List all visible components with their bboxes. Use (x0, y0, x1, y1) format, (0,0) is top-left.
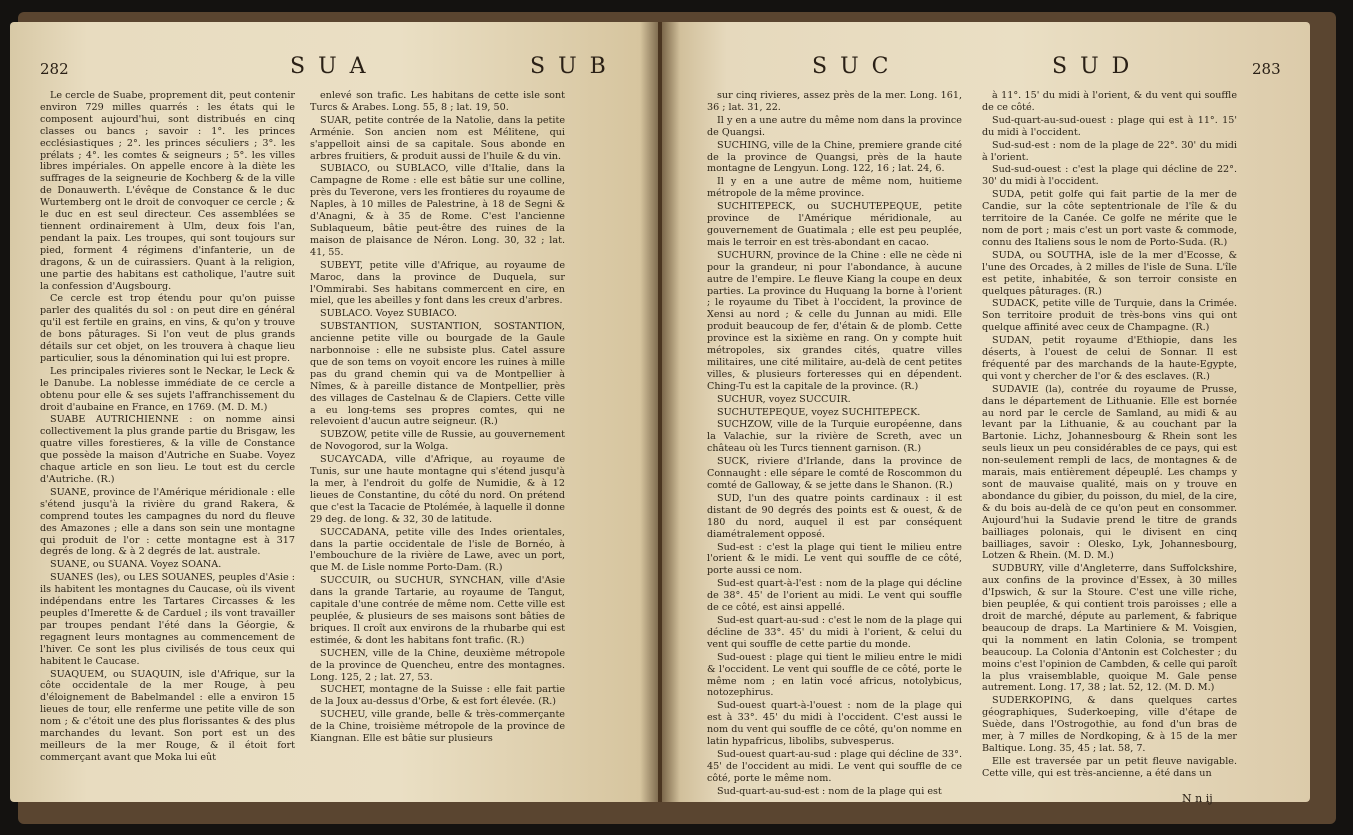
entry-paragraph: sur cinq rivieres, assez près de la mer. Long. 161, 36 ; lat. 31, 22. (707, 90, 962, 113)
entry-paragraph: SUCCADANA, petite ville des Indes orientales, dans la partie occidentale de l'isle de Bornéo, à l'embouchure de la rivière de Lawe, avec un port, que M. de Lisle nomme Porto-Dam. (R.) (310, 526, 565, 574)
entry-paragraph: Sud-est quart-au-sud : c'est le nom de la plage qui décline de 33°. 45' du midi à l'orient, & celui du vent qui souffle de cette partie du monde. (707, 614, 962, 650)
entry-paragraph: SUDAN, petit royaume d'Ethiopie, dans les déserts, à l'ouest de celui de Sonnar. Il est fréquenté par des marchands de la haute-Egypte, qui vont y chercher de l'or & des esclaves. (R.) (982, 335, 1237, 382)
entry-paragraph: SUAR, petite contrée de la Natolie, dans la petite Arménie. Son ancien nom est Mélitene, qui s'appelloit ainsi de sa capitale. Sous abonde en arbres fruitiers, & produit aussi de l'huile & du vin. (310, 114, 565, 162)
entry-paragraph: SUCHEN, ville de la Chine, deuxième métropole de la province de Quencheu, entre des montagnes. Long. 125, 2 ; lat. 27, 53. (310, 647, 565, 683)
entry-paragraph: SUCHEU, ville grande, belle & très-commerçante de la Chine, troisième métropole de la province de Kiangnan. Elle est bâtie sur plusieurs (310, 709, 565, 745)
entry-paragraph: Sud-quart-au-sud-ouest : plage qui est à 11°. 15' du midi à l'occident. (982, 114, 1237, 138)
entry-paragraph: SUDA, petit golfe qui fait partie de la mer de Candie, sur la côte septentrionale de l'île & du territoire de la Canée. Ce golfe ne mérite que le nom de port ; mais c'est un port vaste & commode, connu des Italiens sous le nom de Porto-Suda. (R.) (982, 189, 1237, 248)
entry-paragraph: SUCHUTEPEQUE, voyez SUCHITEPECK. (717, 406, 921, 418)
entry-paragraph: SUCAYCADA, ville d'Afrique, au royaume de Tunis, sur une haute montagne qui s'étend jusqu'à la mer, à l'endroit du golfe de Numidie, & à 12 lieues de Constantine, du côté du nord. On prétend que c'est la Tacacie de Ptolémée, à laquelle il donne 29 deg. de long. & 32, 30 de latitude. (310, 454, 565, 525)
entry-paragraph: Sud-ouest : plage qui tient le milieu entre le midi & l'occident. Le vent qui souffle de ce côté, porte le même nom ; en latin vocé africus, notolybicus, notozephirus. (707, 651, 962, 699)
entry-paragraph: SUABE AUTRICHIENNE : on nomme ainsi collectivement la plus grande partie du Brisgaw, les quatre villes forestieres, & la ville de Constance que possède la maison d'Autriche en Suabe. Voyez chaque article en son lieu. Le tout est du cercle d'Autriche. (R.) (40, 414, 295, 485)
entry-paragraph: SUANE, province de l'Amérique méridionale : elle s'étend jusqu'à la rivière du grand Rakera, & comprend toutes les campagnes du nord du fleuve des Amazones ; elle a dans son sein une montagne qui produit de l'or : cette montagne est à 317 degrés de long. & à 2 degrés de lat. australe. (40, 486, 295, 558)
page-number-left: 282 (40, 60, 69, 78)
entry-paragraph: SUCK, riviere d'Irlande, dans la province de Connaught : elle sépare le comté de Roscommon du comté de Galloway, & se jette dans le Shanon. (R.) (707, 456, 962, 491)
entry-paragraph: SUANE, ou SUANA. Voyez SOANA. (50, 559, 222, 571)
entry-paragraph: SUBIACO, ou SUBLACO, ville d'Italie, dans la Campagne de Rome : elle est bâtie sur une colline, près du Teverone, vers les frontieres du royaume de Naples, à 10 milles de Palestrine, à 18 de Segni & d'Anagni, & à 35 de Rome. C'est l'ancienne Sublaqueum, bâtie peut-être des ruines de la maison de plaisance de Néron. Long. 30, 32 ; lat. 41, 55. (310, 163, 565, 258)
entry-paragraph: SUCHITEPECK, ou SUCHUTEPEQUE, petite province de l'Amérique méridionale, au gouvernement de Guatimala ; elle est peu peuplée, mais le terroir en est très-abondant en cacao. (707, 201, 962, 248)
running-head-left-1: S U A (290, 54, 369, 79)
entry-paragraph: SUBSTANTION, SUSTANTION, SOSTANTION, ancienne petite ville ou bourgade de la Gaule narbonnoise : elle ne subsiste plus. Catel assure que de son tems on voyoit encore les ruines à mille pas du grand chemin qui va de Montpellier à Nîmes, & à pareille distance de Montpellier, près des villages de Castelnau & de Clapiers. Cette ville a eu long-tems ses propres comtes, qui ne relevoient d'aucun autre seigneur. (R.) (310, 321, 565, 428)
right-column-1 (707, 90, 962, 797)
entry-paragraph: enlevé son trafic. Les habitans de cette isle sont Turcs & Arabes. Long. 55, 8 ; lat. 19, 50. (310, 90, 565, 113)
entry-paragraph: Sud-ouest quart-à-l'ouest : nom de la plage qui est à 33°. 45' du midi à l'occident. C'est aussi le nom du vent qui souffle de ce côté, qu'on nomme en latin hypafricus, libolibs, subvesperus. (707, 700, 962, 748)
left-page (10, 22, 658, 802)
entry-paragraph: Elle est traversée par un petit fleuve navigable. Cette ville, qui est très-ancienne, a été dans un (982, 755, 1237, 779)
entry-paragraph: SUBEYT, petite ville d'Afrique, au royaume de Maroc, dans la province de Duquela, sur l'Ommirabi. Ses habitans commercent en cire, en miel, que les abeilles y font dans les creux d'arbres. (310, 259, 565, 307)
entry-paragraph: Sud-est quart-à-l'est : nom de la plage qui décline de 38°. 45' de l'orient au midi. Le vent qui souffle de ce côté, est ainsi appellé. (707, 578, 962, 614)
right-page (662, 22, 1310, 805)
entry-paragraph: SUCHING, ville de la Chine, premiere grande cité de la province de Quangsi, près de la haute montagne de Lengyun. Long. 122, 16 ; lat. 24, 6. (707, 139, 962, 175)
entry-paragraph: SUCHET, montagne de la Suisse : elle fait partie de la Joux au-dessus d'Orbe, & est fort élevée. (R.) (310, 684, 565, 708)
entry-paragraph: Sud-sud-ouest : c'est la plage qui décline de 22°. 30' du midi à l'occident. (982, 164, 1237, 188)
entry-paragraph: SUDA, ou SOUTHA, isle de la mer d'Ecosse, & l'une des Orcades, à 2 milles de l'isle de Suna. L'île est petite, inhabitée, & son terroir consiste en quelques pâturages. (R.) (982, 249, 1237, 297)
right-column-2 (982, 90, 1237, 790)
page-number-right: 283 (1252, 60, 1281, 78)
entry-paragraph: SUCHUR, voyez SUCCUIR. (717, 393, 851, 405)
entry-paragraph: Les principales rivieres sont le Neckar, le Leck & le Danube. La noblesse immédiate de ce cercle a obtenu pour elle & ses sujets l'affranchissement du droit d'aubaine en France, en 1769. (M. D. M.) (40, 365, 295, 413)
entry-paragraph: Sud-ouest quart-au-sud : plage qui décline de 33°. 45' de l'occident au midi. Le vent qui souffle de ce côté, porte le même nom. (707, 748, 962, 784)
entry-paragraph: SUD, l'un des quatre points cardinaux : il est distant de 90 degrés des points est & ouest, & de 180 du nord, auquel il est par conséquent diamétralement opposé. (707, 492, 962, 540)
entry-paragraph: SUDACK, petite ville de Turquie, dans la Crimée. Son territoire produit de très-bons vins qui ont quelque affinité avec ceux de Champagne. (R.) (982, 298, 1237, 334)
entry-paragraph: SUCHZOW, ville de la Turquie européenne, dans la Valachie, sur la rivière de Screth, avec un château où les Turcs tiennent garnison. (R.) (707, 419, 962, 455)
entry-paragraph: SUBLACO. Voyez SUBIACO. (320, 308, 457, 320)
signature-mark: N n ij (1182, 792, 1213, 805)
entry-paragraph: SUAQUEM, ou SUAQUIN, isle d'Afrique, sur la côte occidentale de la mer Rouge, à peu d'éloignement de Babelmandel : elle a environ 15 lieues de tour, elle renferme une petite ville de son nom ; & c'étoit une des plus florissantes & des plus marchandes du levant. Son port est un des meilleurs de la mer Rouge, & il étoit fort commerçant avant que Moka lui eût (40, 668, 295, 763)
entry-paragraph: SUCHURN, province de la Chine : elle ne cède ni pour la grandeur, ni pour l'abondance, à aucune autre de l'empire. Le fleuve Kiang la coupe en deux parties. La province du Huquang la borne à l'orient ; le royaume du Tibet à l'occident, la province de Xensi au nord ; & celle du Junnan au midi. Elle produit beaucoup de fer, d'étain & de plomb. Cette province est la sixième en rang. On y compte huit métropoles, six grandes cités, quatre villes militaires, une cité militaire, au-delà de cent petites villes, & plusieurs forteresses qui en dépendent. Ching-Tu est la capitale de la province. (R.) (707, 249, 962, 392)
running-head-right-1: S U C (812, 54, 892, 79)
entry-paragraph: SUDAVIE (la), contrée du royaume de Prusse, dans le département de Lithuanie. Elle est bornée au nord par le cercle de Samland, au midi & au levant par la Lithuanie, & au couchant par la Bartonie. Lichz, Johannesbourg & Rhein sont les seuls lieux un peu considérables de ce pays, qui est non-seulement rempli de lacs, de montagnes & de marais, mais entièrement dépeuplé. Les champs y sont de mauvaise qualité, mais on y trouve en abondance du gibier, du poisson, du miel, de la cire, & du bois au-delà de ce qu'on peut en consommer. Aujourd'hui la Sudavie prend le titre de grands bailliages polonais, qui le divisent en cinq bailliages, savoir : Olesko, Lyk, Johannesbourg, Lotzen & Rhein. (M. D. M.) (982, 383, 1237, 562)
entry-paragraph: Sud-est : c'est la plage qui tient le milieu entre l'orient & le midi. Le vent qui souffle de ce côté, porte aussi ce nom. (707, 541, 962, 577)
running-head-right-2: S U D (1052, 54, 1133, 79)
entry-paragraph: Sud-quart-au-sud-est : nom de la plage qui est (717, 785, 942, 797)
entry-paragraph: SUCCUIR, ou SUCHUR, SYNCHAN, ville d'Asie dans la grande Tartarie, au royaume de Tangut, capitale d'une contrée de même nom. Cette ville est peuplée, & plusieurs de ses maisons sont bâties de briques. Il croît aux environs de la rhubarbe qui est estimée, & dont les habitans font trafic. (R.) (310, 575, 565, 646)
entry-paragraph: Sud-sud-est : nom de la plage de 22°. 30' du midi à l'orient. (982, 139, 1237, 163)
entry-paragraph: Il y en a une autre de même nom, huitieme métropole de la même province. (707, 176, 962, 200)
entry-paragraph: à 11°. 15' du midi à l'orient, & du vent qui souffle de ce côté. (982, 90, 1237, 113)
left-column-2 (310, 90, 565, 790)
entry-paragraph: Il y en a une autre du même nom dans la province de Quangsi. (707, 114, 962, 138)
entry-paragraph: SUDERKOPING, & dans quelques cartes géographiques, Suderkoeping, ville d'étape de Suède, dans l'Ostrogothie, au fond d'un bras de mer, à 7 milles de Nordkoping, & à 15 de la mer Baltique. Long. 35, 45 ; lat. 58, 7. (982, 695, 1237, 754)
running-head-left-2: S U B (530, 54, 609, 79)
entry-paragraph: Ce cercle est trop étendu pour qu'on puisse parler des qualités du sol : on peut dire en général qu'il est fertile en grains, en vins, & qu'on y trouve de bons pâturages. Si l'on veut de plus grands détails sur cet objet, on les trouvera à chaque lieu particulier, sous la dénomination qui lui est propre. (40, 293, 295, 364)
left-column-1 (40, 90, 295, 790)
entry-paragraph: SUANES (les), ou LES SOUANES, peuples d'Asie : ils habitent les montagnes du Caucase, où ils vivent indépendans entre les Tartares Circasses & les peuples d'Imerette & de Carduel ; ils vont travailler par troupes pendant l'été dans la Géorgie, & regagnent leurs montagnes au commencement de l'hiver. Ce sont les plus civilisés de tous ceux qui habitent le Caucase. (40, 572, 295, 667)
entry-paragraph: SUBZOW, petite ville de Russie, au gouvernement de Novogorod, sur la Wolga. (310, 429, 565, 453)
entry-paragraph: SUDBURY, ville d'Angleterre, dans Suffolckshire, aux confins de la province d'Essex, à 30 milles d'Ipswich, & sur la Stoure. C'est une ville riche, bien peuplée, & qui contient trois paroisses ; elle a droit de marché, députe au parlement, & fabrique beaucoup de draps. La Martiniere & M. Voisgien, qui la nomment en latin Colonia, se trompent beaucoup. La Colonia d'Antonin est Colchester ; du moins c'est l'opinion de Cambden, & celle qui paroît la plus vraisemblable, quoique M. Gale pense autrement. Long. 17, 38 ; lat. 52, 12. (M. D. M.) (982, 563, 1237, 694)
entry-paragraph: Le cercle de Suabe, proprement dit, peut contenir environ 729 milles quarrés : les états qui le composent aujourd'hui, sont distribués en cinq classes ou bancs ; savoir : 1°. les princes ecclésiastiques ; 2°. les princes séculiers ; 3°. les prélats ; 4°. les comtes & seigneurs ; 5°. les villes libres impériales. On appelle encore à la diète les suffrages de la seigneurie de Kochberg & de la ville de Donauwerth. L'évêque de Constance & le duc Wurtemberg ont le droit de convoquer ce cercle ; & le duc en est seul directeur. Ces assemblées se tiennent ordinairement à Ulm, deux fois l'an, pendant la paix. Les troupes, qui sont toujours sur pied, forment 4 régimens d'infanterie, un de dragons, & un de cuirassiers. Quant à la religion, une partie des habitans est catholique, l'autre suit la confession d'Augsbourg. (40, 90, 295, 292)
